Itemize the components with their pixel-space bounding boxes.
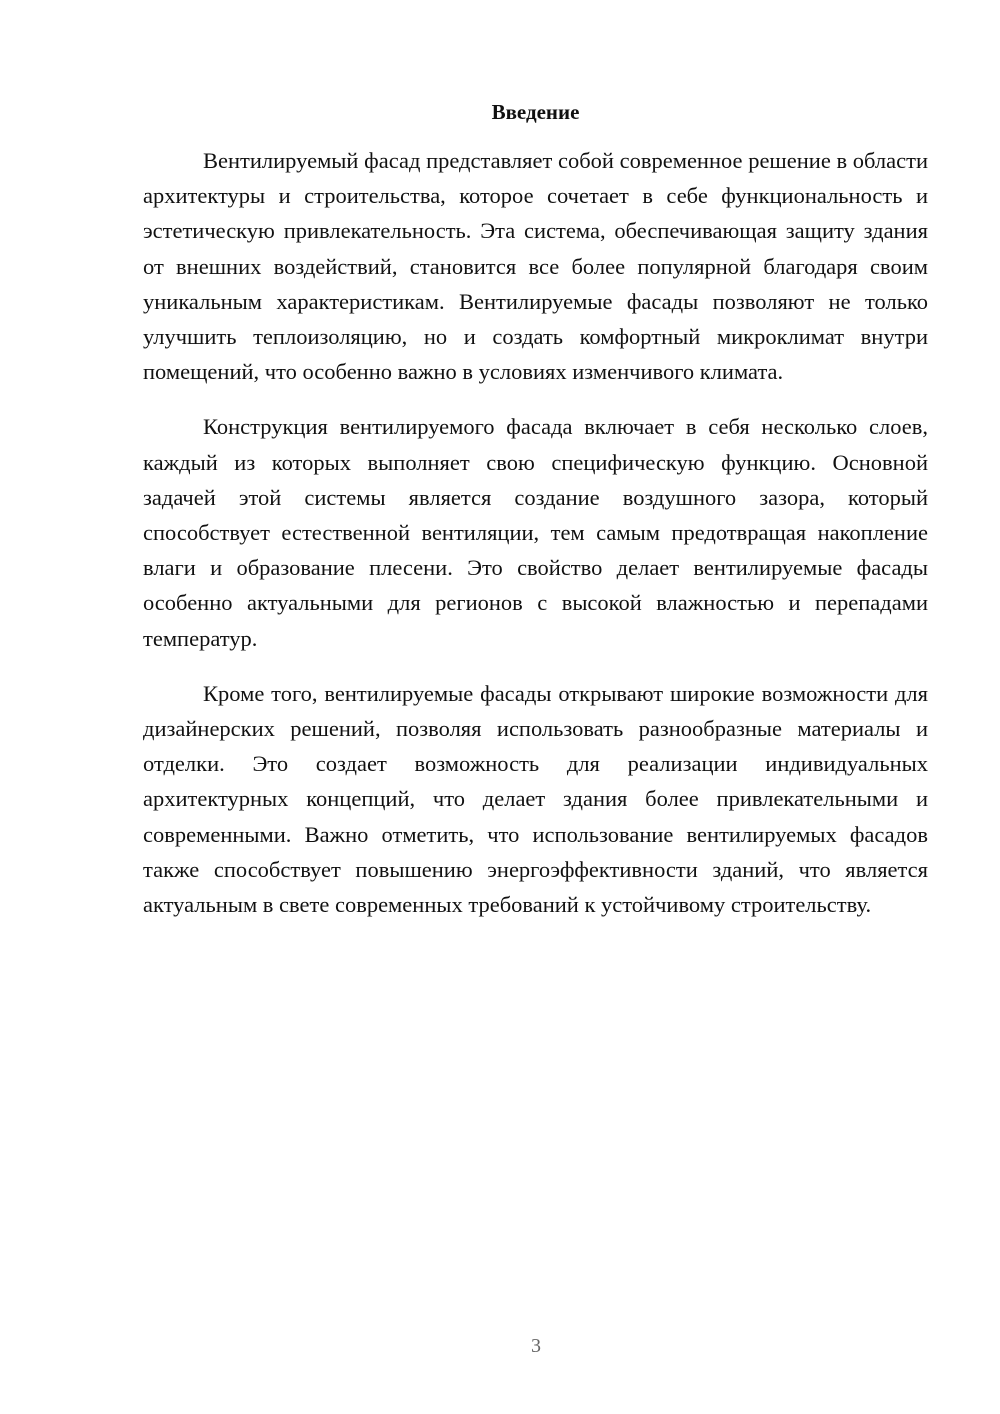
paragraph-3: Кроме того, вентилируемые фасады открывают широкие возможности для дизайнерских решений, позволяя использовать разнообразные материалы и отделки. Это создает возможность для реализации индивидуальных архитектурных концепций, что делает здания более привлекательными и современными. Важно отметить, что использование вентилируемых фасадов также способствует повышению энергоэффективности зданий, что является актуальным в свете современных требований к устойчивому строительству. [143,680,928,918]
section-heading: Введение [491,100,580,124]
page-number: 3 [531,1335,541,1357]
paragraph-2: Конструкция вентилируемого фасада включает в себя несколько слоев, каждый из которых выполняет свою специфическую функцию. Основной задачей этой системы является создание воздушного зазора, который способствует естественной вентиляции, тем самым предотвращая накопление влаги и образование плесени. Это свойство делает вентилируемые фасады особенно актуальными для регионов с высокой влажностью и перепадами температур. [143,414,928,651]
paragraph-1: Вентилируемый фасад представляет собой современное решение в области архитектуры и строительства, которое сочетает в себе функциональность и эстетическую привлекательность. Эта система, обеспечивающая защиту здания от внешних воздействий, становится все более популярной благодаря своим уникальным характеристикам. Вентилируемые фасады позволяют не только улучшить теплоизоляцию, но и создать комфортный микроклимат внутри помещений, что особенно важно в условиях изменчивого климата. [143,148,928,385]
body-text [143,143,928,942]
